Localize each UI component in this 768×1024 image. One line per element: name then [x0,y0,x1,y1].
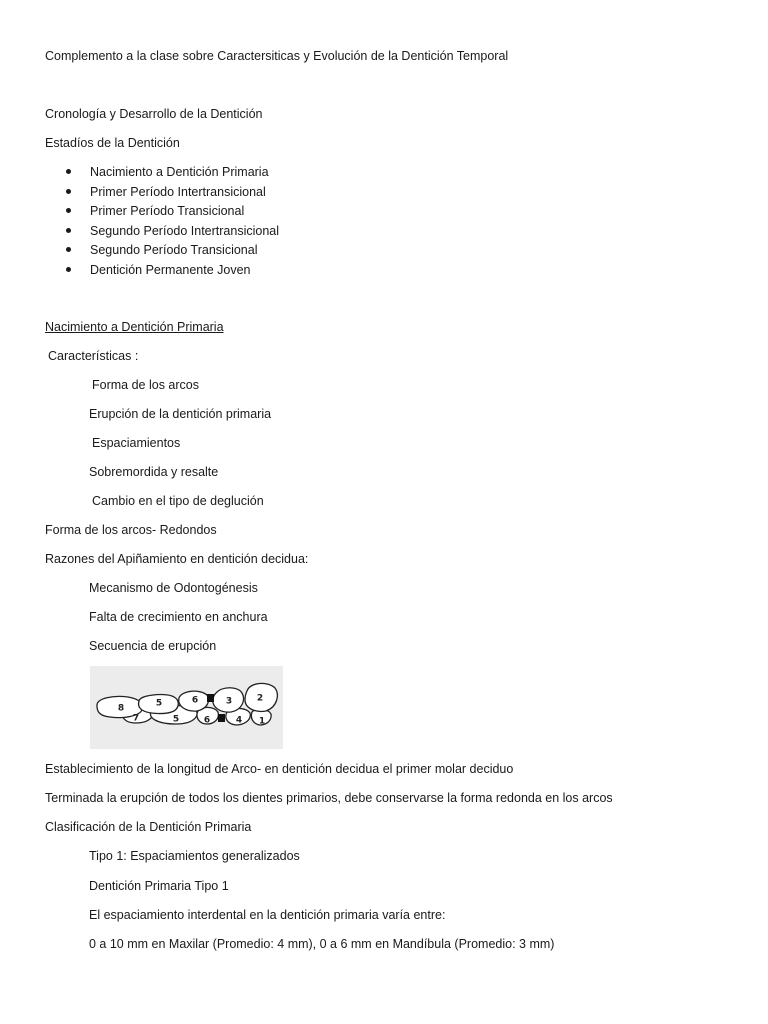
eruption-sequence-figure [90,666,283,749]
list-item: Segundo Período Intertransicional [66,223,279,243]
list-item: Segundo Período Transicional [66,242,279,262]
tooth-number: 5 [155,698,163,709]
characteristic-item: Espaciamientos [92,436,181,450]
list-item: Nacimiento a Dentición Primaria [66,164,279,184]
crowding-reason: Secuencia de erupción [89,639,217,653]
crowding-label: Razones del Apiñamiento en dentición decidua: [45,552,309,566]
characteristic-item: Erupción de la dentición primaria [89,407,272,421]
document-title: Complemento a la clase sobre Caractersiticas y Evolución de la Dentición Temporal [45,49,509,63]
characteristic-item: Sobremordida y resalte [89,465,219,479]
crowding-reason: Mecanismo de Odontogénesis [89,581,258,595]
tooth-number: 2 [256,693,264,704]
bullet-icon [66,208,71,213]
characteristics-label: Características : [48,349,139,363]
stages-list [66,164,279,281]
eruption-text: Terminada la erupción de todos los dientes primarios, debe conservarse la forma redonda en los arcos [45,791,613,805]
list-item: Dentición Permanente Joven [66,262,279,282]
tooth-number: 5 [172,714,180,725]
bullet-icon [66,247,71,252]
tooth-number: 8 [117,703,125,714]
bullet-icon [66,189,71,194]
list-item: Primer Período Transicional [66,203,279,223]
list-item: Primer Período Intertransicional [66,184,279,204]
classification-label: Clasificación de la Dentición Primaria [45,820,252,834]
classification-item: Dentición Primaria Tipo 1 [89,879,229,893]
arch-form-text: Forma de los arcos- Redondos [45,523,217,537]
contact-mark [207,694,214,702]
classification-item: Tipo 1: Espaciamientos generalizados [89,849,300,863]
heading-estadios: Estadíos de la Dentición [45,136,180,150]
tooth-number: 1 [258,716,266,727]
bullet-icon [66,228,71,233]
classification-item: El espaciamiento interdental en la dentición primaria varía entre: [89,908,446,922]
tooth-number: 4 [235,715,243,726]
tooth-number: 3 [225,696,233,707]
crowding-reason: Falta de crecimiento en anchura [89,610,268,624]
heading-cronologia: Cronología y Desarrollo de la Dentición [45,107,263,121]
characteristic-item: Forma de los arcos [92,378,199,392]
bullet-icon [66,169,71,174]
characteristic-item: Cambio en el tipo de deglución [92,494,264,508]
tooth-number: 6 [203,715,211,726]
teeth-diagram [90,666,283,749]
arch-length-text: Establecimiento de la longitud de Arco- en dentición decidua el primer molar deciduo [45,762,514,776]
classification-item: 0 a 10 mm en Maxilar (Promedio: 4 mm), 0 a 6 mm en Mandíbula (Promedio: 3 mm) [89,937,555,951]
section-title: Nacimiento a Dentición Primaria [45,320,224,334]
tooth-number: 7 [132,713,140,724]
contact-mark [218,714,225,722]
tooth-number: 6 [191,695,199,706]
bullet-icon [66,267,71,272]
